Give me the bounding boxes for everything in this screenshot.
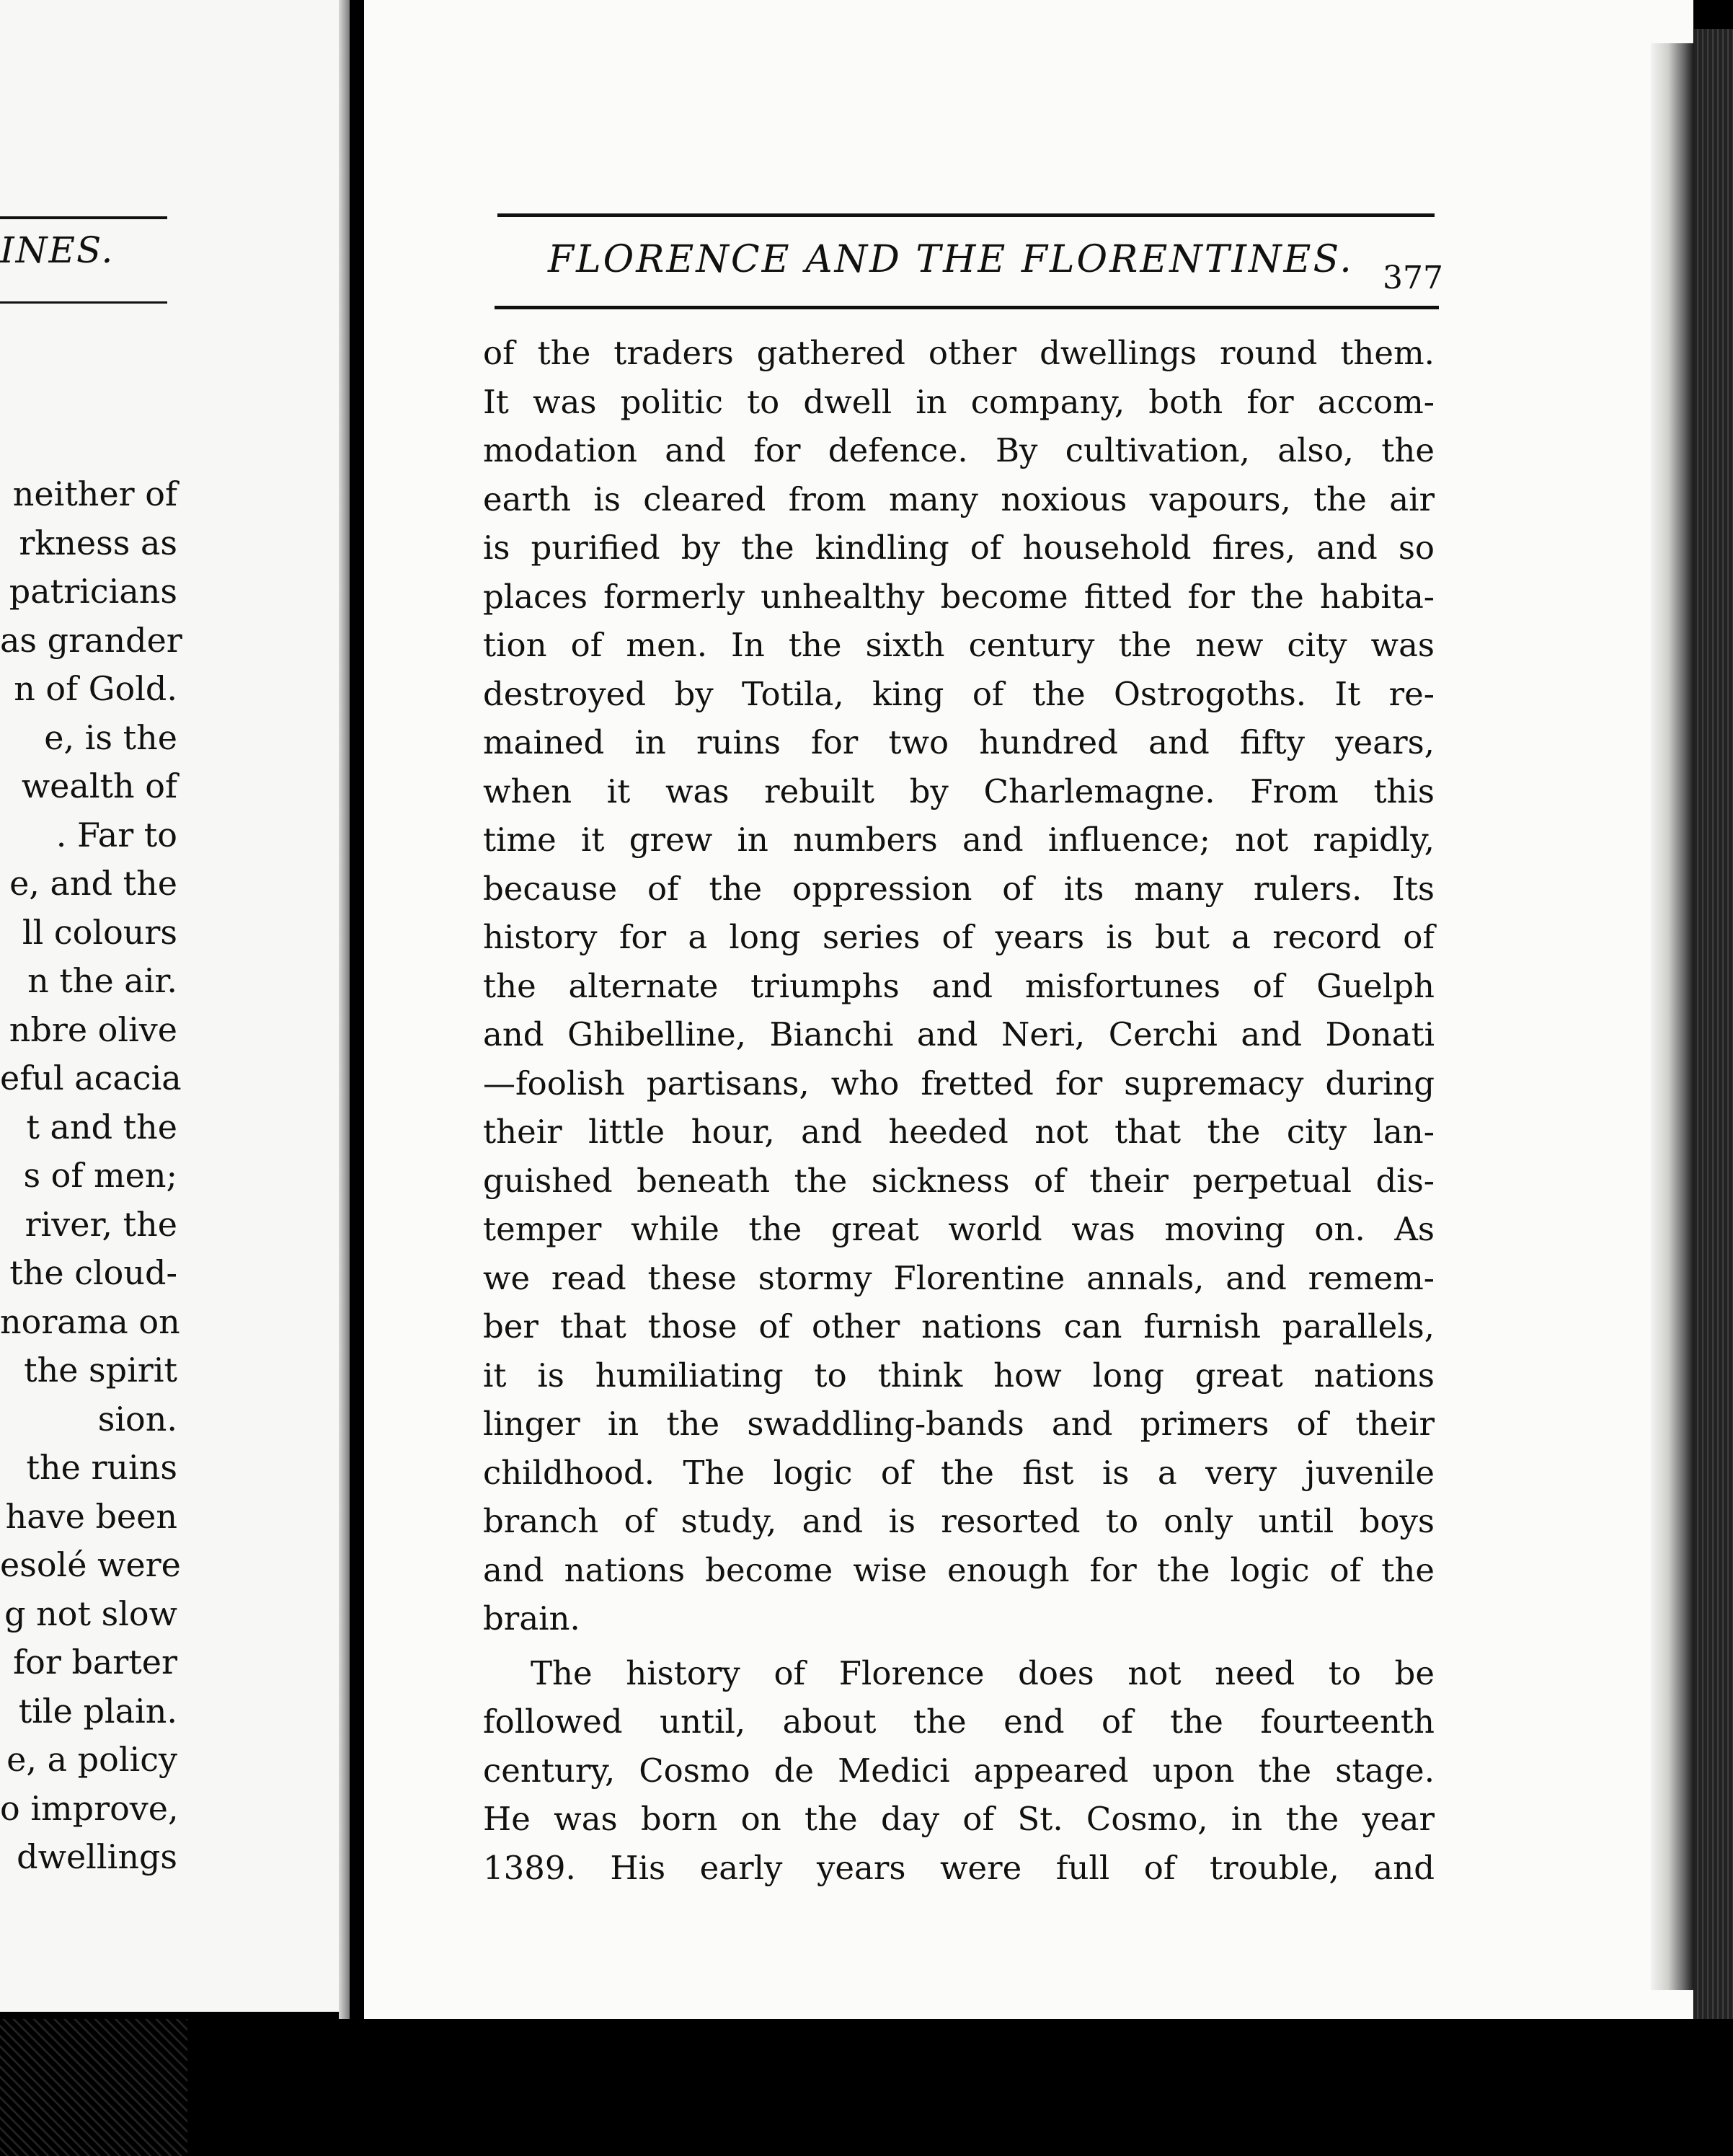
text-line: of the traders gathered other dwellings round them. bbox=[483, 334, 1435, 372]
text-line: when it was rebuilt by Charlemagne. From this bbox=[483, 772, 1435, 810]
left-running-title-fragment: INES. bbox=[0, 229, 115, 271]
text-line: childhood. The logic of the fist is a very juvenile bbox=[483, 1453, 1435, 1492]
text-line: He was born on the day of St. Cosmo, in the year bbox=[483, 1800, 1435, 1838]
left-text-line: river, the bbox=[25, 1204, 177, 1244]
left-text-line: as grander bbox=[0, 620, 182, 660]
text-line: places formerly unhealthy become fitted for the habita- bbox=[483, 577, 1435, 616]
page-number: 377 bbox=[1383, 260, 1443, 296]
left-text-line: eful acacia bbox=[0, 1059, 182, 1097]
left-text-line: e, is the bbox=[44, 717, 177, 757]
page-stack-edge bbox=[1694, 29, 1733, 2156]
left-page-text bbox=[0, 470, 182, 1882]
left-page bbox=[0, 0, 350, 2012]
text-line: brain. bbox=[483, 1599, 580, 1638]
left-text-line: dwellings bbox=[17, 1837, 177, 1876]
left-text-line: ll colours bbox=[22, 912, 177, 952]
left-text-line: t and the bbox=[26, 1107, 177, 1147]
text-line: guished beneath the sickness of their perpetual dis- bbox=[483, 1161, 1435, 1200]
text-line: branch of study, and is resorted to only until boys bbox=[483, 1502, 1435, 1540]
text-line: modation and for defence. By cultivation, also, the bbox=[483, 431, 1435, 469]
left-text-line: tile plain. bbox=[18, 1691, 177, 1731]
left-text-line: n of Gold. bbox=[14, 669, 177, 708]
text-line: century, Cosmo de Medici appeared upon the stage. bbox=[483, 1751, 1435, 1790]
header-rule-bottom bbox=[495, 306, 1439, 309]
left-text-line: norama on bbox=[0, 1302, 180, 1341]
left-text-line: . Far to bbox=[56, 815, 177, 854]
left-text-line: esolé were bbox=[0, 1545, 181, 1584]
right-page-edge-shadow bbox=[1651, 43, 1694, 1990]
left-text-line: the cloud- bbox=[9, 1253, 177, 1292]
left-text-line: sion. bbox=[97, 1399, 177, 1439]
left-text-line: e, a policy bbox=[6, 1740, 177, 1779]
scan-noise bbox=[0, 2019, 187, 2156]
left-text-line: have been bbox=[5, 1496, 177, 1536]
text-line: 1389. His early years were full of trouble, and bbox=[483, 1848, 1435, 1887]
text-line: the alternate triumphs and misfortunes of Guelph bbox=[483, 966, 1435, 1005]
text-line: it is humiliating to think how long great nations bbox=[483, 1356, 1435, 1395]
left-text-line: s of men; bbox=[23, 1156, 177, 1195]
left-text-line: patricians bbox=[9, 572, 177, 611]
text-line: The history of Florence does not need to be bbox=[531, 1653, 1435, 1692]
left-text-line: wealth of bbox=[21, 766, 177, 805]
text-line: is purified by the kindling of household fires, and so bbox=[483, 529, 1435, 567]
text-line: —foolish partisans, who fretted for supremacy during bbox=[483, 1064, 1435, 1103]
text-line: because of the oppression of its many rulers. Its bbox=[483, 869, 1435, 908]
left-text-line: o improve, bbox=[0, 1788, 179, 1828]
left-text-line: rkness as bbox=[19, 523, 177, 562]
text-line: followed until, about the end of the fourteenth bbox=[483, 1702, 1435, 1741]
left-text-line: the ruins bbox=[26, 1448, 177, 1487]
scan-background-bottom bbox=[0, 2019, 1733, 2156]
text-line: history for a long series of years is but a record of bbox=[483, 918, 1435, 956]
left-text-line: for barter bbox=[13, 1643, 177, 1682]
page-body-text bbox=[483, 329, 1435, 1892]
left-header-rule-top bbox=[0, 216, 167, 219]
left-text-line: neither of bbox=[12, 474, 177, 513]
text-line: destroyed by Totila, king of the Ostrogoths. It re- bbox=[483, 674, 1435, 713]
left-text-line: nbre olive bbox=[9, 1009, 177, 1049]
paragraph-gap bbox=[483, 1643, 1435, 1649]
text-line: It was politic to dwell in company, both for accom- bbox=[483, 382, 1435, 421]
text-line: and Ghibelline, Bianchi and Neri, Cerchi and Donati bbox=[483, 1015, 1435, 1053]
text-line: earth is cleared from many noxious vapours, the air bbox=[483, 480, 1435, 518]
left-text-line: e, and the bbox=[9, 864, 177, 903]
left-text-line: n the air. bbox=[27, 961, 177, 1000]
running-title: FLORENCE AND THE FLORENTINES. bbox=[548, 238, 1354, 281]
text-line: and nations become wise enough for the logic of the bbox=[483, 1550, 1435, 1589]
text-line: temper while the great world was moving on. As bbox=[483, 1210, 1435, 1248]
left-header-rule-bottom bbox=[0, 301, 167, 304]
text-line: mained in ruins for two hundred and fifty years, bbox=[483, 723, 1435, 761]
text-line: their little hour, and heeded not that the city lan- bbox=[483, 1113, 1435, 1151]
left-text-line: g not slow bbox=[4, 1594, 177, 1633]
left-text-line: the spirit bbox=[24, 1351, 177, 1390]
text-line: we read these stormy Florentine annals, and remem- bbox=[483, 1258, 1435, 1297]
header-rule-top bbox=[497, 213, 1435, 217]
text-line: ber that those of other nations can furnish parallels, bbox=[483, 1307, 1435, 1346]
text-line: linger in the swaddling-bands and primers of their bbox=[483, 1405, 1435, 1443]
text-line: tion of men. In the sixth century the new city was bbox=[483, 626, 1435, 664]
text-line: time it grew in numbers and influence; not rapidly, bbox=[483, 821, 1435, 859]
book-gutter bbox=[350, 0, 364, 2156]
